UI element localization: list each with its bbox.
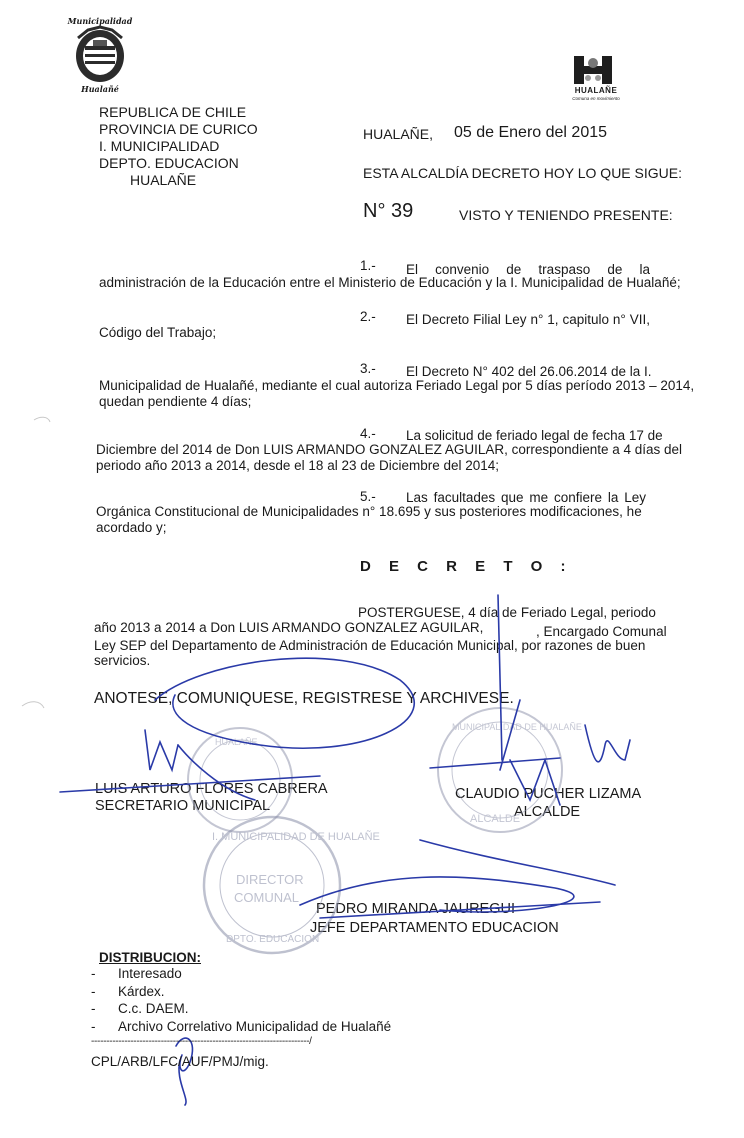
item-4-lead: La solicitud de feriado legal de fecha 17 de xyxy=(406,428,663,443)
header-line-1: REPUBLICA DE CHILE xyxy=(99,104,247,120)
distribution-divider: ------------------------------------------------------------------------/ xyxy=(91,1036,312,1047)
item-3-line-2: quedan pendiente 4 días; xyxy=(99,394,252,409)
crest-bottom-text: Hualañé xyxy=(81,84,119,94)
header-line-4: DEPTO. EDUCACION xyxy=(99,155,239,171)
item-3-number: 3.- xyxy=(360,361,376,376)
director-stamp-bottom: DPTO. EDUCACION xyxy=(226,934,320,945)
item-2-lead: El Decreto Filial Ley n° 1, capitulo n° VII, xyxy=(406,312,650,327)
decreto-line-2: Ley SEP del Departamento de Administración de Educación Municipal, por razones de buen xyxy=(94,638,646,653)
header-line-2: PROVINCIA DE CURICO xyxy=(99,121,258,137)
item-5-line-2: acordado y; xyxy=(96,520,167,535)
initials-line: CPL/ARB/LFC/AUF/PMJ/mig. xyxy=(91,1054,269,1069)
director-stamp-line-1: DIRECTOR xyxy=(236,872,304,887)
mayor-title: ALCALDE xyxy=(514,804,581,820)
distribution-item-4: Archivo Correlativo Municipalidad de Hualañé xyxy=(118,1019,392,1034)
distribution-item-1: Interesado xyxy=(118,966,182,981)
item-2-line-1: Código del Trabajo; xyxy=(99,325,217,340)
item-1-line-1: administración de la Educación entre el Ministerio de Educación y la I. Municipalidad de Hualañé; xyxy=(99,275,681,290)
distribution-bullet: - xyxy=(91,966,96,981)
item-1-lead: El convenio de traspaso de la xyxy=(406,262,650,277)
item-1-number: 1.- xyxy=(360,258,376,273)
distribution-bullet: - xyxy=(91,984,96,999)
header-line-3: I. MUNICIPALIDAD xyxy=(99,138,220,154)
distribution-bullet: - xyxy=(91,1001,96,1016)
visto-heading: VISTO Y TENIENDO PRESENTE: xyxy=(459,207,673,223)
decreto-lead: POSTERGUESE, 4 día de Feriado Legal, periodo xyxy=(358,605,656,620)
secretary-name: LUIS ARTURO FLORES CABRERA xyxy=(95,781,328,797)
place: HUALAÑE, xyxy=(363,126,434,142)
right-stamp-bottom: ALCALDE xyxy=(470,813,521,825)
left-stamp-text: HUALAÑE xyxy=(215,737,258,747)
item-5-lead: Las facultades que me confiere la Ley xyxy=(406,490,646,505)
right-stamp-text: MUNICIPALIDAD DE HUALAÑE xyxy=(452,722,582,732)
logo-tagline: Comuna en movimiento xyxy=(572,96,620,101)
decreto-title: D E C R E T O : xyxy=(360,558,573,575)
mayor-name: CLAUDIO PUCHER LIZAMA xyxy=(455,786,642,802)
decree-number: N° 39 xyxy=(363,200,414,222)
logo-text: HUALAÑE xyxy=(574,86,618,95)
item-4-number: 4.- xyxy=(360,426,376,441)
director-stamp-line-2: COMUNAL xyxy=(234,890,300,905)
distribution-bullet: - xyxy=(91,1019,96,1034)
decreto-line-1a: año 2013 a 2014 a Don LUIS ARMANDO GONZALEZ AGUILAR, xyxy=(94,620,484,635)
decreto-line-1b: , Encargado Comunal xyxy=(536,624,667,639)
director-name: PEDRO MIRANDA JAUREGUI xyxy=(316,901,515,917)
secretary-title: SECRETARIO MUNICIPAL xyxy=(95,798,271,814)
item-5-line-1: Orgánica Constitucional de Municipalidades n° 18.695 y sus posteriores modificaciones, he xyxy=(96,504,642,519)
item-2-number: 2.- xyxy=(360,309,376,324)
distribution-title: DISTRIBUCION: xyxy=(99,950,201,965)
item-4-line-1: Diciembre del 2014 de Don LUIS ARMANDO GONZALEZ AGUILAR, correspondiente a 4 días del xyxy=(96,442,683,457)
date: 05 de Enero del 2015 xyxy=(454,124,608,141)
item-5-number: 5.- xyxy=(360,489,376,504)
right-stamp-icon xyxy=(438,708,582,832)
distribution-item-3: C.c. DAEM. xyxy=(118,1001,189,1016)
distribution-item-2: Kárdex. xyxy=(118,984,165,999)
decreto-line-3: servicios. xyxy=(94,653,151,668)
director-title: JEFE DEPARTAMENTO EDUCACION xyxy=(310,920,559,936)
header-line-5: HUALAÑE xyxy=(130,172,197,188)
crest-top-text: Municipalidad xyxy=(67,16,133,26)
intro-line: ESTA ALCALDÍA DECRETO HOY LO QUE SIGUE: xyxy=(363,165,682,181)
item-4-line-2: periodo año 2013 a 2014, desde el 18 al 23 de Diciembre del 2014; xyxy=(96,458,500,473)
closing-formula: ANOTESE, COMUNIQUESE, REGISTRESE Y ARCHIVESE. xyxy=(94,690,514,707)
director-stamp-icon xyxy=(204,817,380,953)
director-stamp-ring: I. MUNICIPALIDAD DE HUALAÑE xyxy=(212,831,380,843)
item-3-line-1: Municipalidad de Hualañé, mediante el cual autoriza Feriado Legal por 5 días período 2013 – 2014, xyxy=(99,378,695,393)
item-3-lead: El Decreto N° 402 del 26.06.2014 de la I. xyxy=(406,364,652,379)
